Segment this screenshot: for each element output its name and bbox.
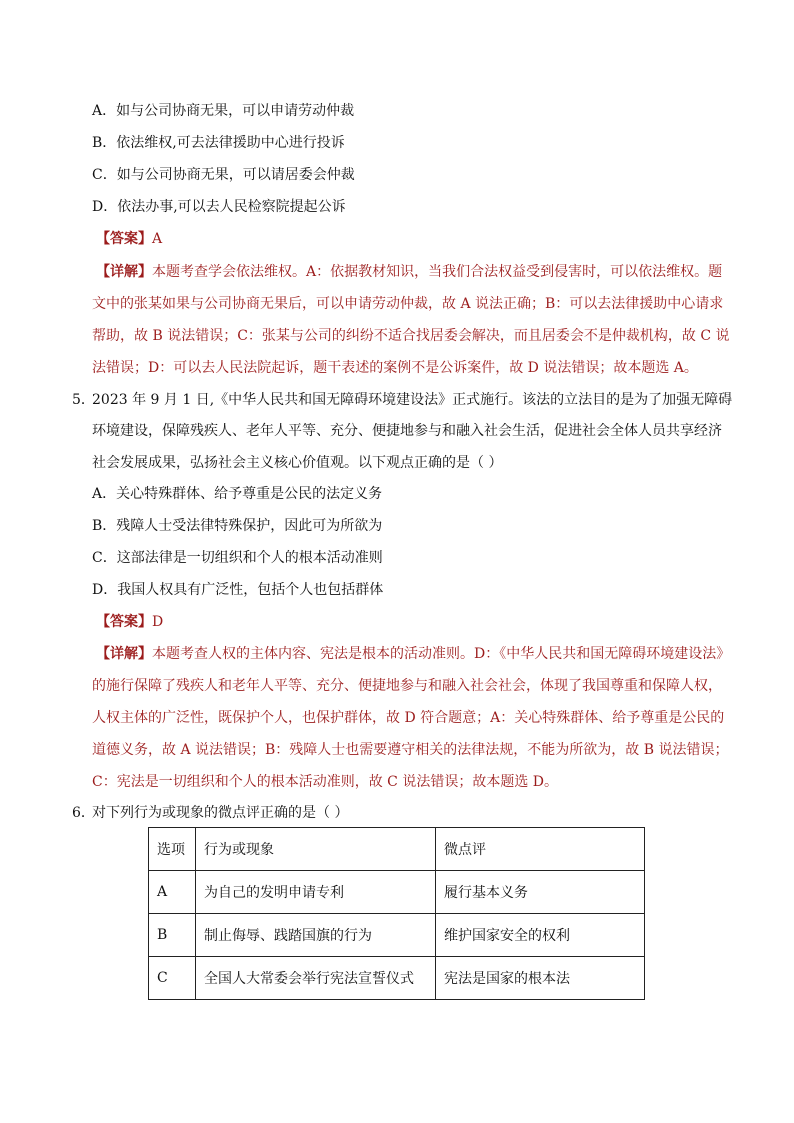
q4-option-b: B．依法维权,可去法律援助中心进行投诉 xyxy=(92,135,345,151)
table-cell: 全国人大常委会举行宪法宣誓仪式 xyxy=(196,957,436,1000)
q5-option-c: C．这部法律是一切组织和个人的根本活动准则 xyxy=(92,550,383,566)
q5-text-line-2: 环境建设，保障残疾人、老年人平等、充分、便捷地参与和融入社会生活，促进社会全体人员共享经济 xyxy=(92,423,722,439)
q4-answer xyxy=(96,229,162,249)
q4-option-a: A．如与公司协商无果，可以申请劳动仲裁 xyxy=(92,103,355,119)
table-cell: B xyxy=(149,914,196,957)
answer-value: D xyxy=(152,614,164,630)
table-row xyxy=(149,871,645,914)
q4-option-c: C．如与公司协商无果，可以请居委会仲裁 xyxy=(92,167,355,183)
q5-detail-line-3: 人权主体的广泛性，既保护个人，也保护群体，故 D 符合题意；A：关心特殊群体、给予尊重是公民的 xyxy=(92,710,725,726)
table-header-cell: 选项 xyxy=(149,828,196,871)
q5-detail-line-4: 道德义务，故 A 说法错误；B：残障人士也需要遵守相关的法律法规，不能为所欲为，故 B 说法错误； xyxy=(92,742,729,758)
q6-table xyxy=(148,827,645,1000)
table-cell: 宪法是国家的根本法 xyxy=(436,957,645,1000)
q5-option-b: B．残障人士受法律特殊保护，因此可为所欲为 xyxy=(92,518,383,534)
table-cell: 制止侮辱、践踏国旗的行为 xyxy=(196,914,436,957)
q6-text: 对下列行为或现象的微点评正确的是（ ） xyxy=(92,805,349,821)
table-cell: 维护国家安全的权利 xyxy=(436,914,645,957)
q5-text-line-1: 2023 年 9 月 1 日,《中华人民共和国无障碍环境建设法》正式施行。该法的立法目的是为了加强无障碍 xyxy=(92,392,733,408)
detail-text: 本题考查学会依法维权。A：依据教材知识，当我们合法权益受到侵害时，可以依法维权。题 xyxy=(152,264,723,280)
q4-option-d: D．依法办事,可以去人民检察院提起公诉 xyxy=(92,199,346,215)
q5-answer xyxy=(96,612,163,632)
q5-detail-line-2: 的施行保障了残疾人和老年人平等、充分、便捷地参与和融入社会社会，体现了我国尊重和保障人权， xyxy=(92,678,722,694)
q4-detail-line-4: 法错误；D：可以去人民法院起诉，题干表述的案例不是公诉案件，故 D 说法错误；故本题选 A。 xyxy=(92,360,698,376)
table-cell: C xyxy=(149,957,196,1000)
table-cell: A xyxy=(149,871,196,914)
detail-tag: 【详解】 xyxy=(96,646,152,662)
answer-value: A xyxy=(152,231,163,247)
q4-detail-line-3: 帮助，故 B 说法错误；C：张某与公司的纠纷不适合找居委会解决，而且居委会不是仲裁机构，故 C 说 xyxy=(92,328,730,344)
q5-detail-line-1 xyxy=(96,644,730,664)
q5-text-line-3: 社会发展成果，弘扬社会主义核心价值观。以下观点正确的是（ ） xyxy=(92,455,503,471)
q5-number: 5． xyxy=(72,392,95,408)
table-header-cell: 微点评 xyxy=(436,828,645,871)
detail-tag: 【详解】 xyxy=(96,264,152,280)
table-cell: 为自己的发明申请专利 xyxy=(196,871,436,914)
table-row xyxy=(149,957,645,1000)
q5-option-a: A．关心特殊群体、给予尊重是公民的法定义务 xyxy=(92,486,383,502)
table-row xyxy=(149,914,645,957)
q5-option-d: D．我国人权具有广泛性，包括个人也包括群体 xyxy=(92,582,384,598)
q5-detail-line-5: C：宪法是一切组织和个人的根本活动准则，故 C 说法错误；故本题选 D。 xyxy=(92,774,558,790)
table-cell: 履行基本义务 xyxy=(436,871,645,914)
q6-number: 6． xyxy=(72,805,95,821)
q4-detail-line-1 xyxy=(96,262,722,282)
table-header-cell: 行为或现象 xyxy=(196,828,436,871)
table-header-row xyxy=(149,828,645,871)
answer-tag: 【答案】 xyxy=(96,614,152,630)
q4-detail-line-2: 文中的张某如果与公司协商无果后，可以申请劳动仲裁，故 A 说法正确；B：可以去法律援助中心请求 xyxy=(92,296,724,312)
detail-text: 本题考查人权的主体内容、宪法是根本的活动准则。D：《中华人民共和国无障碍环境建设法》 xyxy=(152,646,731,662)
answer-tag: 【答案】 xyxy=(96,231,152,247)
